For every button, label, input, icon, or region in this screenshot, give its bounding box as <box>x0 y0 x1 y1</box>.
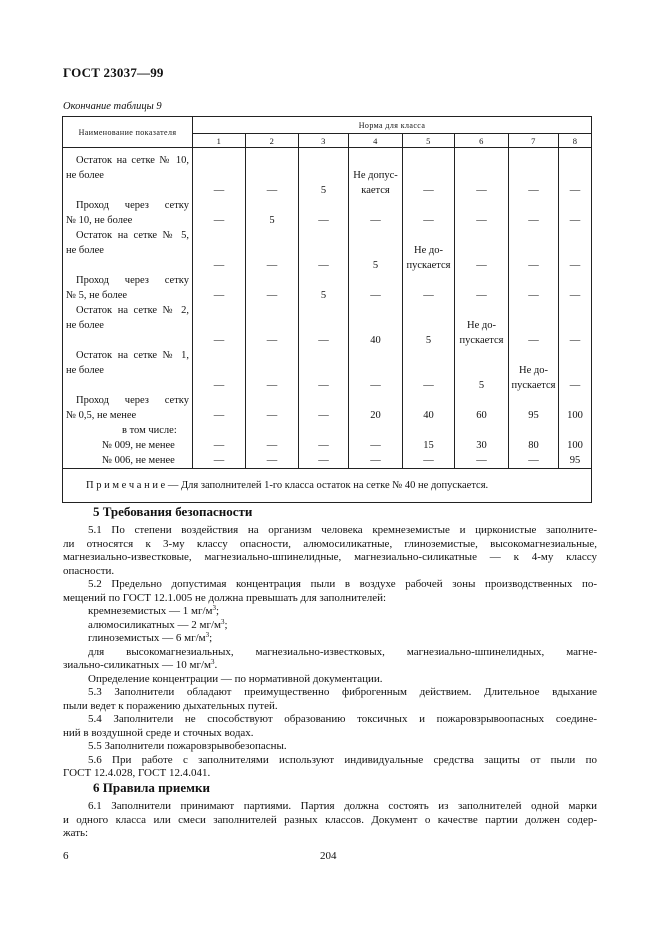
concentration-list <box>63 605 597 646</box>
indicator-name: Проход через сетку № 0,5, не менее <box>63 393 193 423</box>
norm-value-cell: — <box>455 148 509 199</box>
norm-value-cell: — <box>246 453 299 469</box>
paragraph-5-2-cont <box>63 646 597 673</box>
list-item: глиноземистых — 6 $мг/м^3$; <box>88 631 213 644</box>
norm-value-cell: — <box>403 273 455 303</box>
norm-value-cell: 5 <box>246 198 299 228</box>
indicator-name: в том числе: № 009, не менее <box>63 423 193 453</box>
section-6-title: 6 Правила приемки <box>93 780 210 795</box>
indicator-name: Проход через сетку № 5, не более <box>63 273 193 303</box>
class-number-header: 5 <box>403 134 455 148</box>
list-item: алюмосиликатных — 2 $мг/м^3$; <box>88 617 228 631</box>
norm-value-cell: — <box>193 348 246 393</box>
document-code: ГОСТ 23037—99 <box>63 65 164 80</box>
norm-value-cell: — <box>509 453 559 469</box>
norm-value-cell: — <box>349 273 403 303</box>
section-5-body <box>63 524 597 781</box>
text-line: мещений по ГОСТ 12.1.005 не должна превышать для заполнителей: <box>63 591 387 604</box>
norm-value-cell: — <box>246 228 299 273</box>
norm-value-cell: — <box>403 348 455 393</box>
norm-value-cell: — <box>559 348 592 393</box>
norm-value-cell: — <box>559 148 592 199</box>
norm-value-cell: — <box>455 228 509 273</box>
norm-value-cell: Не до-пускается <box>509 348 559 393</box>
text-line: 5.2 Предельно допустимая концентрация пыли в воздухе рабочей зоны производственных по- <box>88 578 597 590</box>
norm-value-cell: — <box>299 228 349 273</box>
norm-value-cell: — <box>349 423 403 453</box>
class-number-header: 4 <box>349 134 403 148</box>
norm-value-cell: — <box>246 273 299 303</box>
norm-value-cell: Не допус-кается <box>349 148 403 199</box>
norm-value-cell: — <box>455 198 509 228</box>
indicator-name: № 006, не менее <box>63 453 193 469</box>
norm-value-cell: — <box>509 148 559 199</box>
norm-value-cell: — <box>559 198 592 228</box>
table-row <box>63 453 592 469</box>
table-row <box>63 198 592 228</box>
norm-value-cell: — <box>246 303 299 348</box>
indicator-name: Остаток на сетке № 1, не более <box>63 348 193 393</box>
norm-value-cell: 5 <box>455 348 509 393</box>
norm-value-cell: — <box>509 228 559 273</box>
table-row <box>63 273 592 303</box>
class-number-header: 3 <box>299 134 349 148</box>
text-line: магнезиально-известковые, магнезиально-шпинелидные, магнезиально-силикатные — к 4-му классу <box>63 551 597 563</box>
text-line: для высокомагнезиальных, магнезиально-известковых, магнезиально-шпинелидных, магне- <box>88 645 597 658</box>
text-line: ГОСТ 12.4.028, ГОСТ 12.4.041. <box>63 767 211 779</box>
class-number-header: 2 <box>246 134 299 148</box>
norm-value-cell: — <box>509 273 559 303</box>
class-number-header: 7 <box>509 134 559 148</box>
section-6-body <box>63 800 597 841</box>
norm-value-cell: — <box>193 228 246 273</box>
text-line: жать: <box>63 827 89 839</box>
norm-value-cell: — <box>193 423 246 453</box>
class-number-header: 8 <box>559 134 592 148</box>
norm-value-cell: Не до-пускается <box>403 228 455 273</box>
norm-value-cell: 15 <box>403 423 455 453</box>
norm-value-cell: — <box>246 348 299 393</box>
table-row <box>63 393 592 423</box>
norm-value-cell: 60 <box>455 393 509 423</box>
paragraph-5-4 <box>63 713 597 740</box>
paragraph-5-3 <box>63 686 597 713</box>
norm-value-cell: — <box>193 303 246 348</box>
norm-value-cell: — <box>403 453 455 469</box>
text-line: пыли ведет к поражению дыхательных путей. <box>63 699 278 712</box>
class-number-header: 1 <box>193 134 246 148</box>
norm-value-cell: — <box>299 348 349 393</box>
text-line: зиально-силикатных — 10 $мг/м^3$. <box>63 658 218 671</box>
table-row <box>63 148 592 199</box>
norm-value-cell: 95 <box>509 393 559 423</box>
norm-value-cell: 5 <box>299 148 349 199</box>
text-line: опасности. <box>63 564 115 577</box>
table-row <box>63 423 592 453</box>
page-number-center: 204 <box>320 850 337 862</box>
norms-table <box>62 116 592 503</box>
norm-value-cell: — <box>349 198 403 228</box>
indicator-name: Остаток на сетке № 10, не более <box>63 148 193 199</box>
norm-value-cell: 80 <box>509 423 559 453</box>
norm-value-cell: Не до-пускается <box>455 303 509 348</box>
norm-value-cell: — <box>509 198 559 228</box>
norm-value-cell: — <box>349 453 403 469</box>
norm-value-cell: 5 <box>403 303 455 348</box>
paragraph-5-6 <box>63 754 597 781</box>
text-line: и одного класса или смеси заполнителей разных классов. Документ о качестве партии должен содер- <box>63 813 597 826</box>
table-note: П р и м е ч а н и е — Для заполнителей 1-го класса остаток на сетке № 40 не допускается. <box>63 469 592 503</box>
norm-value-cell: 40 <box>403 393 455 423</box>
text-line: 5.1 По степени воздействия на организм человека кремнеземистые и цирконистые заполните- <box>88 524 597 536</box>
norm-value-cell: — <box>299 303 349 348</box>
paragraph-5-2 <box>63 578 597 605</box>
norm-value-cell: — <box>349 348 403 393</box>
table-caption: Окончание таблицы 9 <box>63 101 162 112</box>
norm-value-cell: — <box>193 148 246 199</box>
list-item: кремнеземистых — 1 $мг/м^3$; <box>88 604 220 617</box>
indicator-name: Остаток на сетке № 2, не более <box>63 303 193 348</box>
col-header-name: Наименование показателя <box>63 117 193 148</box>
text-line: 6.1 Заполнители принимают партиями. Партия должна состоять из заполнителей одной марки <box>88 800 597 812</box>
norm-value-cell: 40 <box>349 303 403 348</box>
class-number-header: 6 <box>455 134 509 148</box>
table-row <box>63 228 592 273</box>
paragraph-6-1 <box>63 800 597 841</box>
norm-value-cell: — <box>246 423 299 453</box>
norm-value-cell: — <box>246 393 299 423</box>
norm-value-cell: 5 <box>349 228 403 273</box>
col-header-group: Норма для класса <box>193 117 592 134</box>
table-row <box>63 303 592 348</box>
text-line: 5.3 Заполнители обладают преимущественно фиброгенным действием. Длительное вдыхание <box>88 686 597 698</box>
text-line: ли относятся к 3-му классу опасности, алюмосиликатные, глиноземистые, высокомагнезиальные, <box>63 537 597 550</box>
text-line: 5.4 Заполнители не способствуют образованию токсичных и пожаровзрывоопасных соедине- <box>88 713 597 725</box>
indicator-name: Проход через сетку № 10, не более <box>63 198 193 228</box>
norm-value-cell: — <box>193 393 246 423</box>
norm-value-cell: — <box>403 198 455 228</box>
norm-value-cell: 100 <box>559 393 592 423</box>
section-5-title: 5 Требования безопасности <box>93 504 253 519</box>
table-row <box>63 348 592 393</box>
norm-value-cell: — <box>559 228 592 273</box>
norm-value-cell: 95 <box>559 453 592 469</box>
paragraph-5-1 <box>63 524 597 578</box>
norm-value-cell: — <box>299 453 349 469</box>
norm-value-cell: 100 <box>559 423 592 453</box>
norm-value-cell: 5 <box>299 273 349 303</box>
norm-value-cell: — <box>193 198 246 228</box>
norm-value-cell: — <box>559 273 592 303</box>
norm-value-cell: — <box>455 453 509 469</box>
norm-value-cell: — <box>299 423 349 453</box>
norm-value-cell: — <box>193 273 246 303</box>
indicator-name: Остаток на сетке № 5, не более <box>63 228 193 273</box>
paragraph-determination: Определение концентрации — по нормативной документации. <box>88 672 383 685</box>
norm-value-cell: — <box>193 453 246 469</box>
norm-value-cell: — <box>403 148 455 199</box>
page-number-left: 6 <box>63 850 69 862</box>
norm-value-cell: — <box>509 303 559 348</box>
norm-value-cell: — <box>299 393 349 423</box>
norm-value-cell: — <box>246 148 299 199</box>
norm-value-cell: — <box>455 273 509 303</box>
paragraph-5-5: 5.5 Заполнители пожаровзрывобезопасны. <box>88 740 287 752</box>
text-line: ний в воздушной среде и сточных водах. <box>63 726 254 739</box>
text-line: 5.6 При работе с заполнителями используют индивидуальные средства защиты от пыли по <box>88 753 597 766</box>
norm-value-cell: 30 <box>455 423 509 453</box>
norm-value-cell: — <box>559 303 592 348</box>
norm-value-cell: 20 <box>349 393 403 423</box>
norm-value-cell: — <box>299 198 349 228</box>
